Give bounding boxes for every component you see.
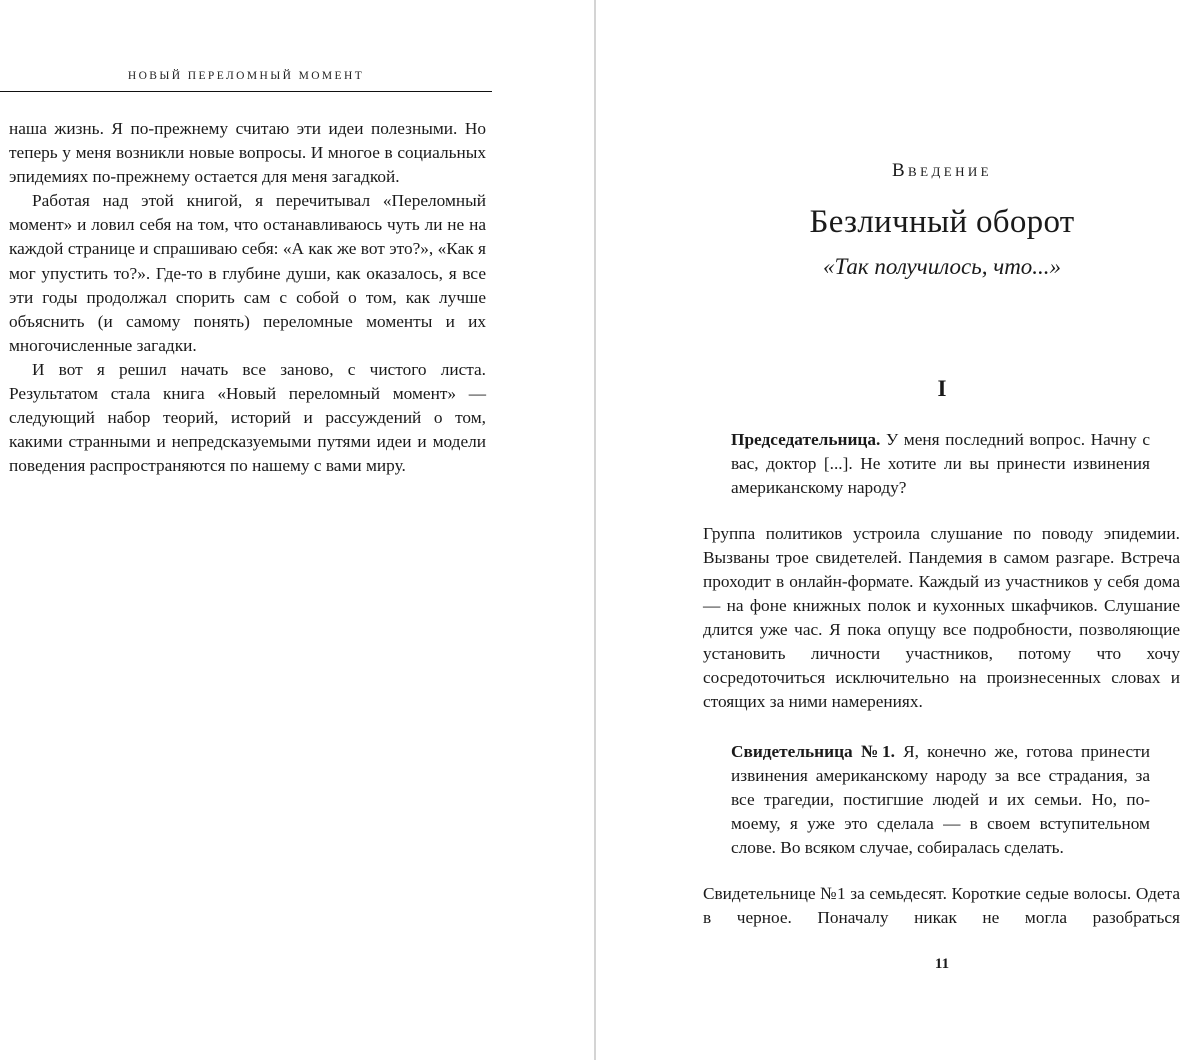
left-page: [0, 0, 594, 1060]
right-paragraph-2: Свидетельнице №1 за семьдесят. Короткие седые волосы. Одета в черное. Поначалу никак не могла разобраться: [703, 884, 1180, 927]
chapter-subtitle: «Так получилось, что...»: [822, 254, 1062, 279]
chapter-title: Безличный оборот: [809, 204, 1075, 240]
quote-1-speaker: Председательница.: [731, 430, 881, 449]
left-body-text: [9, 117, 486, 478]
quote-block-1: [731, 428, 1150, 500]
running-head: НОВЫЙ ПЕРЕЛОМНЫЙ МОМЕНТ: [127, 70, 365, 82]
section-number: I: [937, 376, 947, 401]
quote-1-text: У меня последний вопрос. Начну с вас, доктор [...]. Не хотите ли вы принести извинения американскому народу?: [731, 430, 1150, 497]
left-paragraph-2: Работая над этой книгой, я перечитывал «Переломный момент» и ловил себя на том, что останавливаюсь чуть ли не на каждой странице и спрашиваю себя: «А как же вот это?», «Как я мог упустить то?». Где-то в глубине души, как оказалось, я все эти годы продолжал спорить сам с собой о том, как лучше объяснить (и самому понять) переломные моменты и их многочисленные загадки.: [9, 191, 486, 355]
right-paragraph-1: Группа политиков устроила слушание по поводу эпидемии. Вызваны трое свидетелей. Пандемия в самом разгаре. Встреча проходит в онлайн-формате. Каждый из участников у себя дома — на фоне книжных полок и кухонных шкафчиков. Слушание длится уже час. Я пока опущу все подробности, позволяющие установить личности участников, потому что хочу сосредоточиться исключительно на произнесенных словах и стоящих за ними намерениях.: [703, 524, 1180, 711]
quote-2-text: Я, конечно же, готова принести извинения американскому народу за все страдания, за все трагедии, постигшие людей и их семьи. Но, по-моему, я уже это сделала — в своем вступительном слове. Во всяком случае, собиралась сделать.: [731, 742, 1151, 857]
page-number: 11: [934, 956, 950, 972]
header-rule: [0, 91, 492, 92]
left-paragraph-1: наша жизнь. Я по-прежнему считаю эти идеи полезными. Но теперь у меня возникли новые вопросы. И многое в социальных эпидемиях по-прежнему остается для меня загадкой.: [9, 119, 486, 187]
left-paragraph-3: И вот я решил начать все заново, с чистого листа. Результатом стала книга «Новый переломный момент» — следующий набор теорий, историй и рассуждений о том, какими странными и непредсказуемыми путями идеи и модели поведения распространяются по нашему с вами миру.: [9, 359, 486, 476]
quote-block-2: [731, 740, 1150, 860]
quote-2-speaker: Свидетельница №1.: [731, 742, 895, 761]
chapter-label: Введение: [891, 160, 992, 181]
right-page: [596, 0, 1192, 1060]
